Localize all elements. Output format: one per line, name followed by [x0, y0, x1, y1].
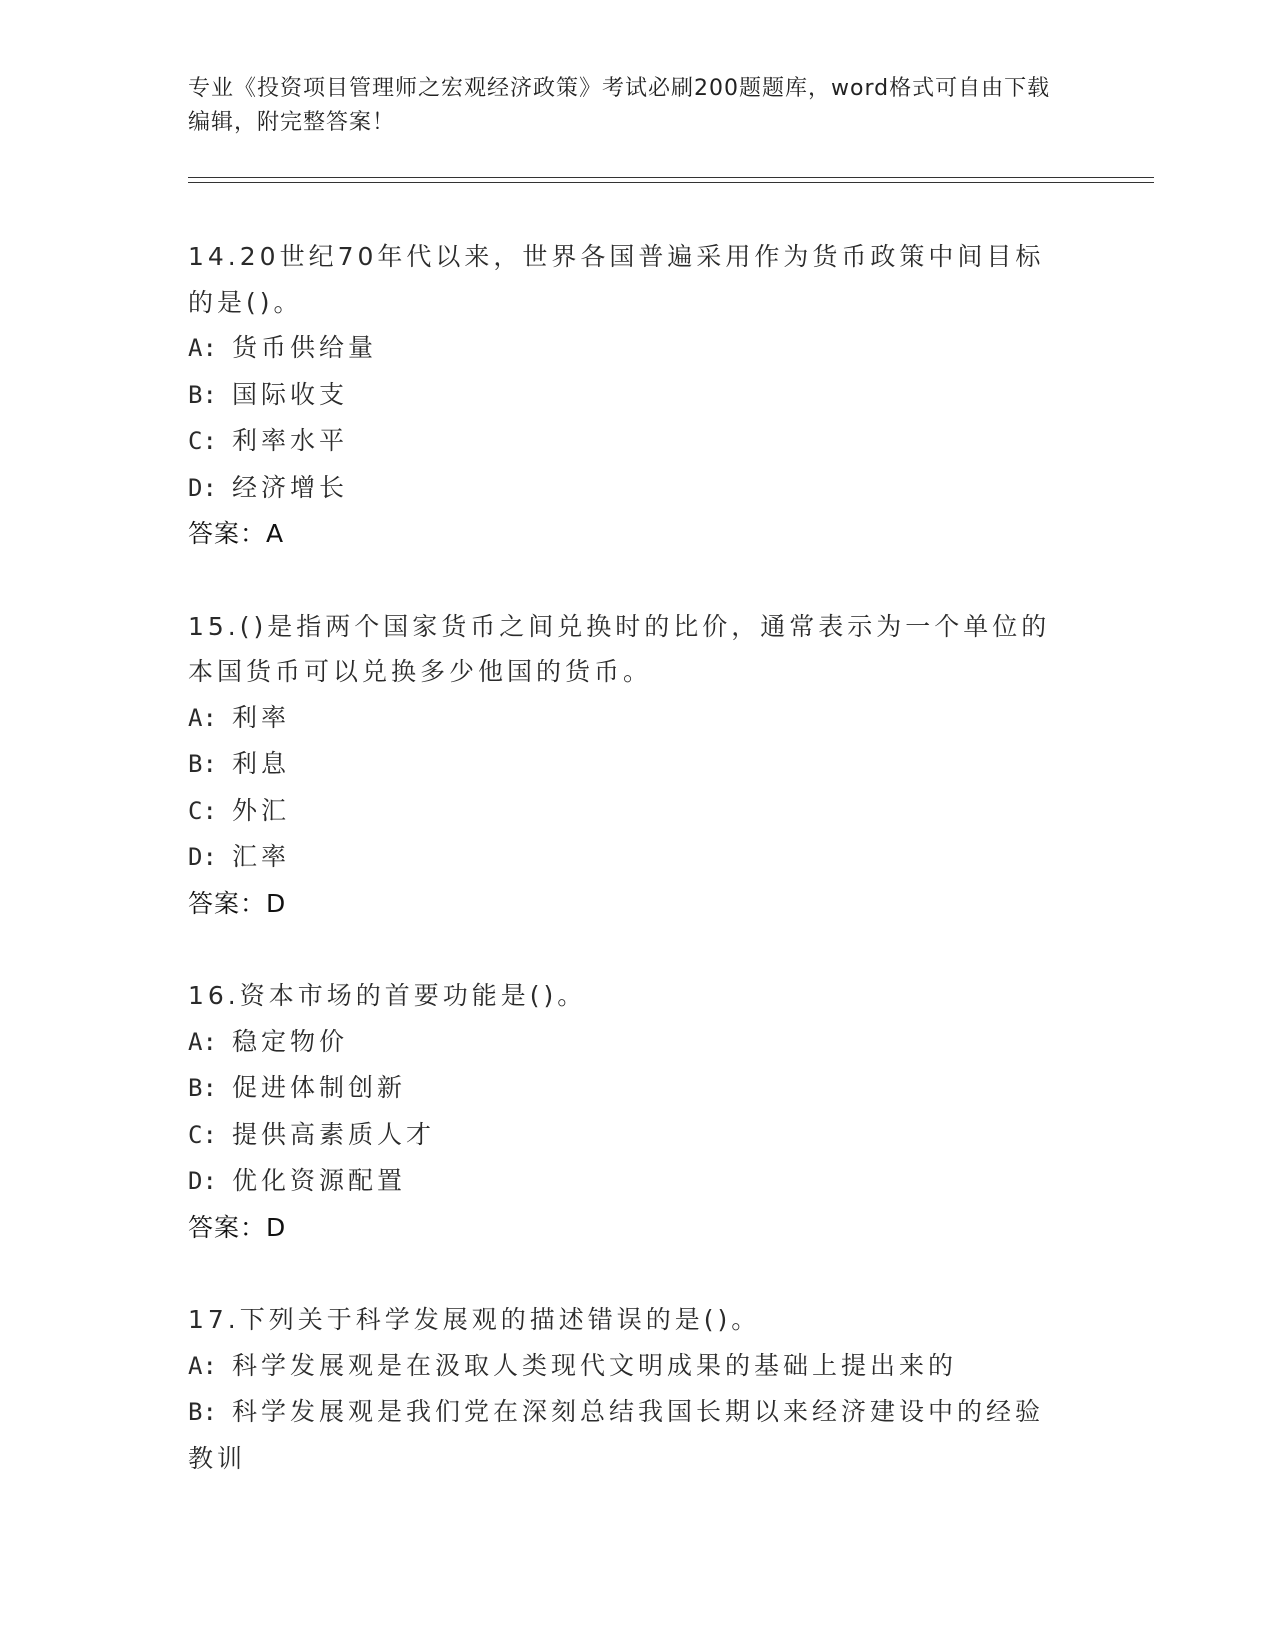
option-key: B:: [188, 1074, 217, 1102]
option-key: A:: [188, 1351, 217, 1380]
option-key: B:: [188, 750, 217, 778]
option-text: 汇率: [232, 842, 291, 871]
option-b: [188, 1065, 1068, 1112]
option-text: 国际收支: [232, 379, 349, 409]
question-stem: 15.()是指两个国家货币之间兑换时的比价，通常表示为一个单位的本国货币可以兑换多少他国的货币。: [188, 611, 1051, 686]
question-14: [188, 234, 1068, 557]
question-stem: 14.20世纪70年代以来，世界各国普遍采用作为货币政策中间目标的是()。: [188, 242, 1045, 317]
document-header: 专业《投资项目管理师之宏观经济政策》考试必刷200题题库，word格式可自由下载编辑，附完整答案！: [188, 76, 1051, 135]
option-text: 利率水平: [232, 426, 349, 455]
option-text: 促进体制创新: [232, 1073, 407, 1102]
option-text: 科学发展观是在汲取人类现代文明成果的基础上提出来的: [232, 1350, 958, 1380]
header-divider-top: [188, 177, 1154, 178]
option-d: [188, 834, 1068, 881]
option-text: 稳定物价: [232, 1026, 349, 1056]
option-text: 科学发展观是我们党在深刻总结我国长期以来经济建设中的经验教训: [188, 1397, 1045, 1473]
option-d: [188, 1158, 1068, 1205]
option-key: B:: [188, 380, 217, 409]
option-c: [188, 788, 1068, 835]
option-text: 外汇: [232, 795, 291, 825]
question-17: [188, 1297, 1068, 1481]
option-key: C:: [188, 427, 217, 455]
option-text: 提供高素质人才: [232, 1119, 436, 1149]
option-a: [188, 325, 1068, 372]
option-text: 优化资源配置: [232, 1166, 407, 1195]
option-b: [188, 372, 1068, 419]
option-key: D:: [188, 1167, 217, 1195]
option-b: [188, 1389, 1068, 1481]
answer-value: D: [266, 1212, 287, 1242]
option-d: [188, 465, 1068, 512]
option-text: 利率: [232, 702, 291, 732]
question-15: [188, 604, 1068, 927]
option-key: C:: [188, 796, 217, 825]
option-a: [188, 695, 1068, 742]
header-divider-bottom: [188, 182, 1154, 183]
question-stem: 16.资本市场的首要功能是()。: [188, 981, 587, 1010]
option-key: A:: [188, 703, 217, 732]
answer-line: [188, 1205, 1068, 1251]
option-key: A:: [188, 1027, 217, 1056]
answer-label: 答案：: [188, 1212, 267, 1242]
option-key: B:: [188, 1398, 217, 1426]
question-stem: 17.下列关于科学发展观的描述错误的是()。: [188, 1305, 761, 1334]
answer-line: [188, 881, 1068, 927]
option-b: [188, 741, 1068, 788]
question-16: [188, 973, 1068, 1250]
option-key: A:: [188, 334, 217, 362]
option-c: [188, 418, 1068, 465]
option-a: [188, 1019, 1068, 1066]
option-key: D:: [188, 473, 217, 502]
answer-label: 答案：: [188, 888, 267, 918]
option-text: 利息: [232, 749, 291, 778]
answer-value: A: [266, 519, 285, 548]
option-text: 货币供给量: [232, 333, 378, 362]
option-a: [188, 1343, 1068, 1390]
option-text: 经济增长: [232, 472, 349, 502]
answer-value: D: [266, 888, 287, 918]
question-list: [188, 234, 1068, 1528]
answer-label: 答案：: [188, 519, 267, 548]
answer-line: [188, 511, 1068, 557]
option-c: [188, 1112, 1068, 1159]
option-key: C:: [188, 1120, 217, 1149]
option-key: D:: [188, 843, 217, 871]
